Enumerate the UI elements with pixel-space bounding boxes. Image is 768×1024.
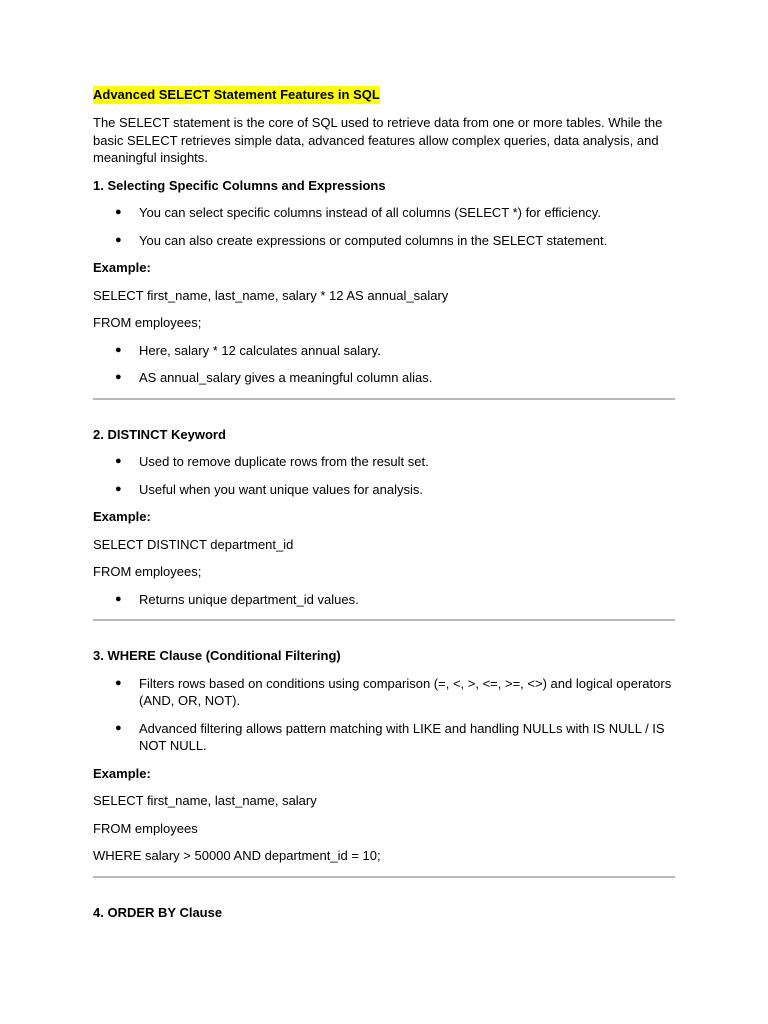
bullet-dot-icon: ● [115, 371, 122, 383]
list-item: ● You can also create expressions or computed columns in the SELECT statement. [115, 232, 608, 248]
bullet-dot-icon: ● [115, 343, 122, 356]
intro-paragraph: The SELECT statement is the core of SQL used to retrieve data from one or more tables. While the basic SELECT retrieves simple data, advanced features allow complex queries, data analysis, and meaningful insights. [93, 115, 663, 165]
list-item: ● Used to remove duplicate rows from the result set. [115, 454, 429, 469]
bullet-dot-icon: ● [115, 721, 122, 734]
list-item: ● AS annual_salary gives a meaningful column alias. [115, 370, 433, 385]
code-line: SELECT DISTINCT department_id [93, 536, 294, 552]
bullet-dot-icon: ● [115, 676, 122, 689]
list-item: ● Advanced filtering allows pattern matching with LIKE and handling NULLs with IS NULL / IS NOT NULL. [115, 720, 665, 753]
bullet-dot-icon: ● [115, 592, 122, 605]
section-heading: 1. Selecting Specific Columns and Expressions [93, 177, 386, 193]
example-label: Example: [93, 509, 151, 524]
list-item: ● Filters rows based on conditions using comparison (=, <, >, <=, >=, <>) and logical operators (AND, OR, NOT). [115, 675, 672, 708]
code-line: WHERE salary > 50000 AND department_id = 10; [93, 848, 381, 863]
code-line: FROM employees; [93, 315, 202, 330]
example-label: Example: [93, 765, 151, 781]
note-list [93, 591, 675, 609]
bullet-dot-icon: ● [115, 206, 122, 218]
code-line: SELECT first_name, last_name, salary [93, 793, 317, 808]
section-heading: 2. DISTINCT Keyword [93, 426, 226, 442]
section-heading: 4. ORDER BY Clause [93, 904, 223, 920]
code-line: FROM employees [93, 820, 198, 836]
list-item: ● Returns unique department_id values. [115, 591, 359, 607]
list-item: ● You can select specific columns instead of all columns (SELECT *) for efficiency. [115, 205, 601, 220]
document-content [93, 86, 675, 921]
bullet-list [93, 453, 675, 498]
bullet-list [93, 204, 675, 249]
section-divider [93, 398, 675, 400]
bullet-dot-icon: ● [115, 482, 122, 495]
bullet-dot-icon: ● [115, 455, 122, 467]
list-item: ● Here, salary * 12 calculates annual salary. [115, 342, 381, 358]
section-divider [93, 619, 675, 621]
document-title: Advanced SELECT Statement Features in SQL [93, 87, 380, 102]
bullet-dot-icon: ● [115, 233, 122, 246]
section-heading: 3. WHERE Clause (Conditional Filtering) [93, 648, 341, 663]
note-list [93, 342, 675, 387]
code-line: SELECT first_name, last_name, salary * 12 AS annual_salary [93, 287, 449, 303]
example-label: Example: [93, 260, 151, 275]
section-divider [93, 876, 675, 878]
list-item: ● Useful when you want unique values for analysis. [115, 481, 423, 497]
code-line: FROM employees; [93, 564, 202, 579]
bullet-list [93, 675, 675, 755]
